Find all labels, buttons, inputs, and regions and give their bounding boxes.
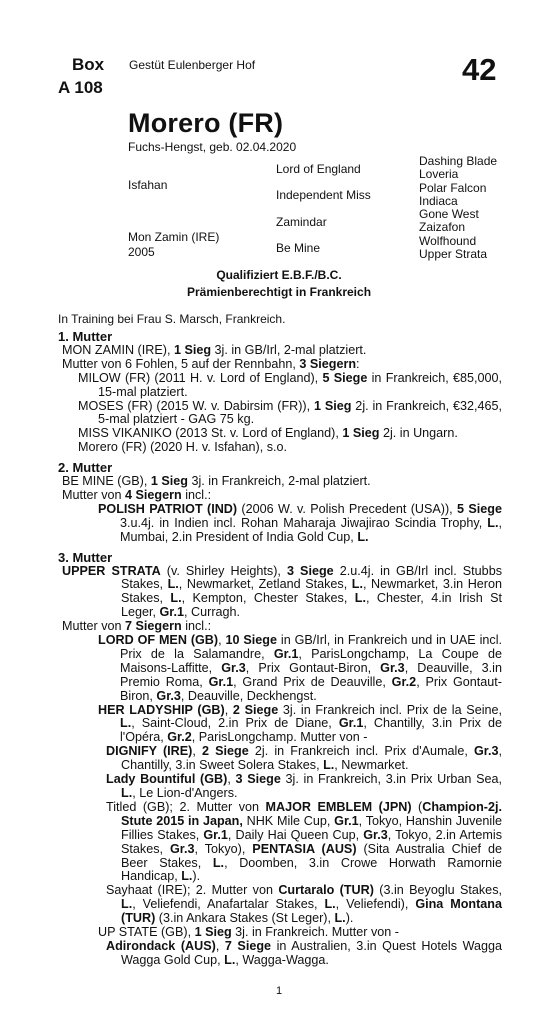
produce-entry: Lady Bountiful (GB), 3 Siege 3j. in Frankreich, 3.in Prix Urban Sea, L., Le Lion-d'Angers. [106,772,503,800]
section-heading: 3. Mutter [58,549,113,565]
pedigree-dam: Mon Zamin (IRE) [128,230,220,244]
produce-entry: POLISH PATRIOT (IND) (2006 W. v. Polish Precedent (USA)), 5 Siege 3.u.4j. in Indien incl. Rohan Maharaja Jiwajirao Scindia Trophy, L., Mumbai, 2.in President of India Gold Cup, L. [98,501,502,544]
pedigree-great-grandparent: Zaizafon [419,220,466,234]
pedigree-great-grandparent: Polar Falcon [419,181,487,195]
produce-entry: Titled (GB); 2. Mutter von MAJOR EMBLEM (JPN) (Champion-2j. Stute 2015 in Japan, NHK Mile Cup, Gr.1, Tokyo, Hanshin Juvenile Fillies Stakes, Gr.1, Daily Hai Queen Cup, Gr.3, Tokyo, 2.in Artemis Stakes, Gr.3, Tokyo), PENTASIA (AUS) (Sita Australia Chief de Beer Stakes, L., Doomben, 3.in Crowe Horwath Ramornie Handicap, L.). [106,799,503,884]
lot-number: 42 [462,52,497,87]
dam-family-text [58,330,502,968]
produce-entry: MILOW (FR) (2011 H. v. Lord of England), 5 Siege in Frankreich, €85,000, 15-mal platziert. [78,370,502,399]
pedigree-great-grandparent: Wolfhound [419,234,477,248]
pedigree-sire: Isfahan [128,178,168,192]
pedigree-great-grandparent: Loveria [419,167,459,181]
produce-entry: MISS VIKANIKO (2013 St. v. Lord of England), 1 Sieg 2j. in Ungarn. [78,426,458,441]
produce-line: Mutter von 4 Siegern incl.: [62,487,212,502]
produce-entry: DIGNIFY (IRE), 2 Siege 2j. in Frankreich incl. Prix d'Aumale, Gr.3, Chantilly, 3.in Sweet Solera Stakes, L., Newmarket. [106,744,503,773]
produce-entry: MOSES (FR) (2015 W. v. Dabirsim (FR)), 1 Sieg 2j. in Frankreich, €32,465, 5-mal platziert - GAG 75 kg. [78,398,502,427]
produce-entry: HER LADYSHIP (GB), 2 Siege 3j. in Frankreich incl. Prix de la Seine, L., Saint-Cloud, 2.in Prix de Diane, Gr.1, Chantilly, 3.in Prix de l'Opéra, Gr.2, ParisLongchamp. Mutter von - [98,702,503,745]
qualification-line: Qualifiziert E.B.F./B.C. [216,268,342,282]
produce-line: Mutter von 7 Siegern incl.: [62,619,212,634]
dam-entry: BE MINE (GB), 1 Sieg 3j. in Frankreich, 2-mal platziert. [62,474,371,489]
box-number: A 108 [58,78,103,97]
dam-entry: MON ZAMIN (IRE), 1 Sieg 3j. in GB/Irl, 2-mal platziert. [62,342,367,357]
produce-line: Mutter von 6 Fohlen, 5 auf der Rennbahn, 3 Siegern: [62,356,360,371]
produce-entry: Adirondack (AUS), 7 Siege in Australien, 3.in Quest Hotels Wagga Wagga Gold Cup, L., Wagga-Wagga. [106,938,503,967]
qualification-line: Prämienberechtigt in Frankreich [186,285,372,299]
produce-entry: Morero (FR) (2020 H. v. Isfahan), s.o. [78,440,288,455]
pedigree-dam-year: 2005 [128,245,155,259]
pedigree-great-grandparent: Gone West [419,207,479,221]
training-note: In Training bei Frau S. Marsch, Frankreich. [58,312,286,326]
stud-name: Gestüt Eulenberger Hof [129,58,256,72]
pedigree-grandsire: Lord of England [276,162,361,176]
produce-entry: LORD OF MEN (GB), 10 Siege in GB/Irl, in Frankreich und in UAE incl. Prix de la Salamandre, Gr.1, ParisLongchamp, La Coupe de Maisons-Laffitte, Gr.3, Prix Gontaut-Biron, Gr.3, Deauville, 3.in Premio Roma, Gr.1, Grand Prix de Deauville, Gr.2, Prix Gontaut-Biron, Gr.3, Deauville, Deckhengst. [98,633,502,703]
dam-entry: UPPER STRATA (v. Shirley Heights), 3 Siege 2.u.4j. in GB/Irl incl. Stubbs Stakes, L., Newmarket, Zetland Stakes, L., Newmarket, 3.in Heron Stakes, L., Kempton, Chester Stakes, L., Chester, 4.in Irish St Leger, Gr.1, Curragh. [62,563,503,620]
box-label: Box [72,55,105,74]
produce-entry: Sayhaat (IRE); 2. Mutter von Curtaralo (TUR) (3.in Beyoglu Stakes, L., Veliefendi, Anafartalar Stakes, L., Veliefendi), Gina Montana (TUR) (3.in Ankara Stakes (St Leger), L.). [106,883,503,926]
horse-description: Fuchs-Hengst, geb. 02.04.2020 [128,140,297,154]
pedigree-great-grandparent: Indiaca [419,194,458,208]
pedigree-great-grandparent: Dashing Blade [419,154,498,168]
section-heading: 2. Mutter [58,460,113,476]
pedigree-great-grandparent: Upper Strata [419,247,488,261]
page-number: 1 [275,985,283,997]
pedigree-grandsire: Zamindar [276,215,327,229]
section-heading: 1. Mutter [58,329,113,344]
horse-name: Morero (FR) [128,108,284,138]
pedigree-grandsire: Be Mine [276,241,321,255]
produce-entry: UP STATE (GB), 1 Sieg 3j. in Frankreich. Mutter von - [98,925,399,940]
pedigree-grandsire: Independent Miss [276,188,371,202]
